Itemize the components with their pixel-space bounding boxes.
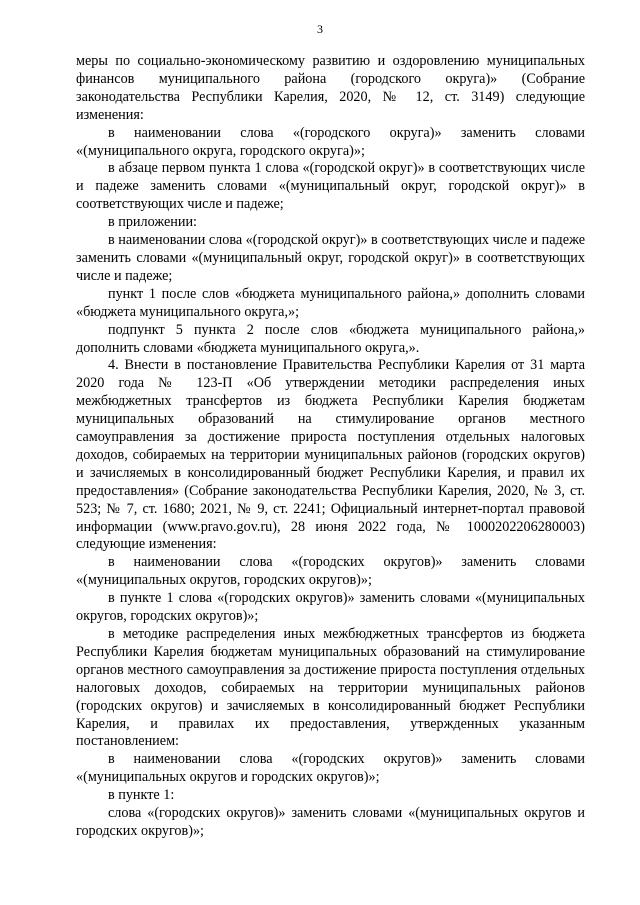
paragraph: пункт 1 после слов «бюджета муниципального района,» дополнить словами «бюджета муниципального округа,»; (76, 285, 585, 320)
paragraph: подпункт 5 пункта 2 после слов «бюджета муниципального района,» дополнить словами «бюджета муниципального округа,». (76, 321, 585, 356)
paragraph: слова «(городских округов)» заменить словами «(муниципальных округов и городских округов)»; (76, 805, 585, 839)
document-body (76, 53, 585, 841)
paragraph: в наименовании слова «(городских округов)» заменить словами «(муниципальных округов и городских округов)»; (76, 751, 585, 786)
paragraph: в пункте 1 слова «(городских округов)» заменить словами «(муниципальных округов, городских округов)»; (76, 590, 585, 625)
paragraph: в абзаце первом пункта 1 слова «(городской округ)» в соответствующих числе и падеже заменить словами «(муниципальный округ, городской округ)» в соответствующих числе и падеже; (76, 160, 585, 213)
paragraph: в наименовании слова «(городской округ)» в соответствующих числе и падеже заменить словами «(муниципальный округ, городской округ)» в соответствующих числе и падеже; (76, 232, 585, 284)
paragraph: в наименовании слова «(городского округа)» заменить словами «(муниципального округа, городского округа)»; (76, 124, 585, 159)
paragraph: в приложении: (108, 214, 197, 231)
paragraph: 4. Внести в постановление Правительства Республики Карелия от 31 марта 2020 года № 123-П «Об утверждении методики распределения иных межбюджетных трансфертов из бюджета Республики Карелия бюджетам муниципальных образований на стимулирование органов местного самоуправления за достижение прироста поступления отдельных налоговых доходов, собираемых на территории муниципальных районов (городских округов) и зачисляемых в консолидированный бюджет Республики Карелия, и правил их предоставления» (Собрание законодательства Республики Карелия, 2020, № 3, ст. 523; № 7, ст. 1680; 2021, № 9, ст. 2241; Официальный интернет-портал правовой информации (www.pravo.gov.ru), 28 июня 2022 года, № 1000202206280003) следующие изменения: (76, 357, 585, 553)
paragraph: в наименовании слова «(городских округов)» заменить словами «(муниципальных округов, городских округов)»; (76, 554, 585, 589)
page-number: 3 (317, 22, 323, 36)
paragraph: в пункте 1: (108, 787, 175, 804)
paragraph: в методике распределения иных межбюджетных трансфертов из бюджета Республики Карелия бюджетам муниципальных образований на стимулирование органов местного самоуправления за достижение прироста поступления отдельных налоговых доходов, собираемых на территории муниципальных районов (городских округов) и зачисляемых в консолидированный бюджет Республики Карелия, и правилах их предоставления, утвержденных указанным постановлением: (76, 626, 585, 750)
paragraph: меры по социально-экономическому развитию и оздоровлению муниципальных финансов муниципального района (городского округа)» (Собрание законодательства Республики Карелия, 2020, № 12, ст. 3149) следующие изменения: (76, 53, 585, 123)
